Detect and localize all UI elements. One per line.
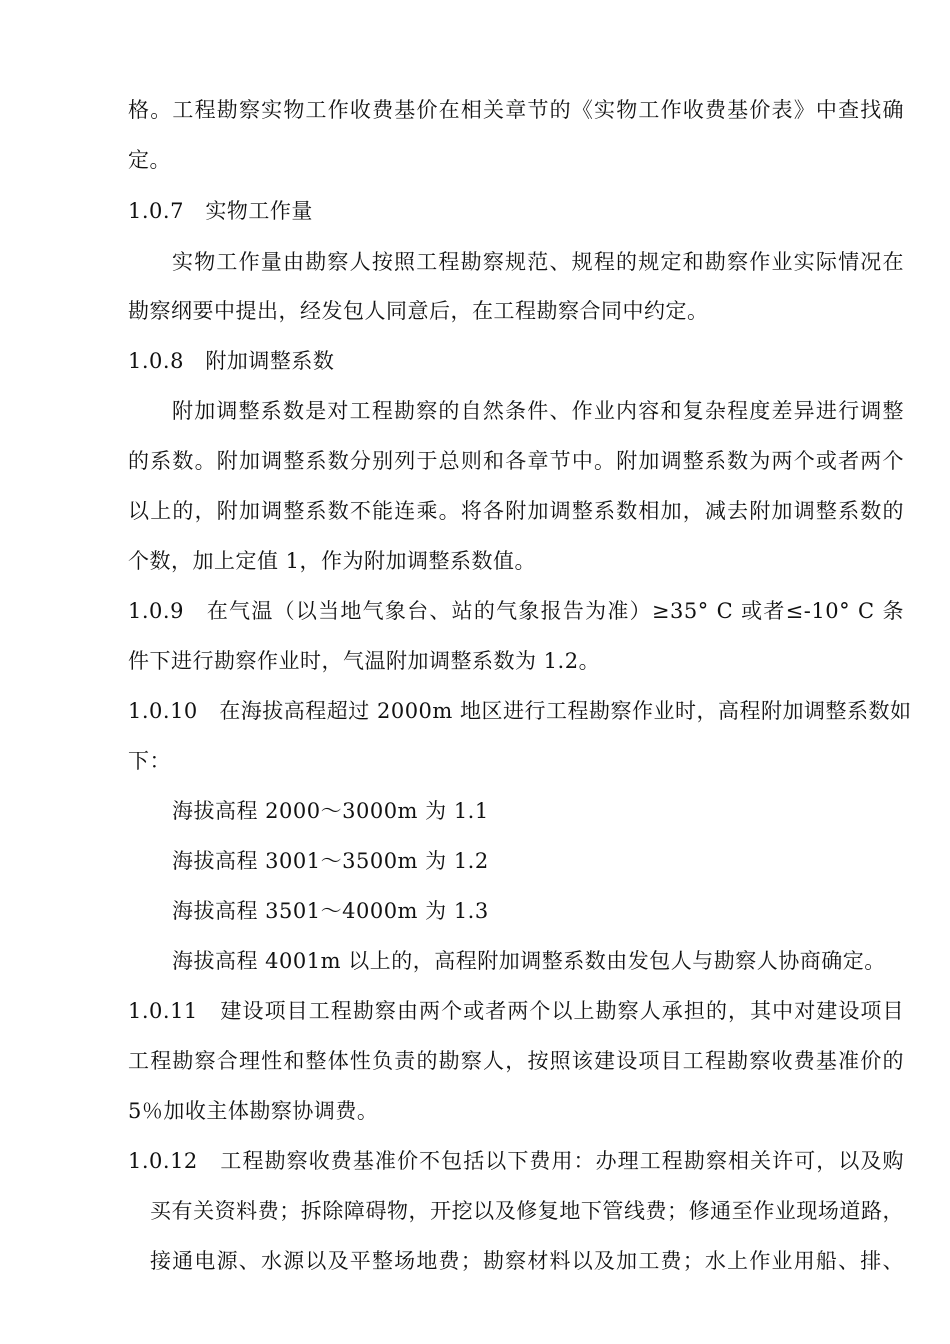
paragraph-line: 实物工作量由勘察人按照工程勘察规范、规程的规定和勘察作业实际情况在 xyxy=(172,250,904,274)
paragraph-line: 以上的，附加调整系数不能连乘。将各附加调整系数相加，减去附加调整系数的 xyxy=(128,499,904,523)
section-heading: 1.0.11 建设项目工程勘察由两个或者两个以上勘察人承担的，其中对建设项目 xyxy=(128,999,904,1023)
paragraph-line: 格。工程勘察实物工作收费基价在相关章节的《实物工作收费基价表》中查找确 xyxy=(128,98,904,122)
paragraph-line: 买有关资料费；拆除障碍物，开挖以及修复地下管线费；修通至作业现场道路， xyxy=(150,1199,904,1223)
section-heading: 1.0.7 实物工作量 xyxy=(128,199,313,223)
paragraph-line: 工程勘察合理性和整体性负责的勘察人，按照该建设项目工程勘察收费基准价的 xyxy=(128,1049,904,1073)
paragraph-line: 勘察纲要中提出，经发包人同意后，在工程勘察合同中约定。 xyxy=(128,299,709,323)
paragraph-line: 5％加收主体勘察协调费。 xyxy=(128,1099,379,1123)
list-item: 海拔高程 2000～3000m 为 1.1 xyxy=(172,799,489,823)
paragraph-line: 定。 xyxy=(128,148,171,172)
section-heading: 1.0.10 在海拔高程超过 2000m 地区进行工程勘察作业时，高程附加调整系数如 xyxy=(128,699,912,723)
section-heading: 1.0.12 工程勘察收费基准价不包括以下费用：办理工程勘察相关许可，以及购 xyxy=(128,1149,904,1173)
paragraph-line: 个数，加上定值 1，作为附加调整系数值。 xyxy=(128,549,537,573)
list-item: 海拔高程 4001m 以上的，高程附加调整系数由发包人与勘察人协商确定。 xyxy=(172,949,886,973)
section-heading: 1.0.9 在气温（以当地气象台、站的气象报告为准）≥35° C 或者≤-10° C 条 xyxy=(128,599,904,623)
list-item: 海拔高程 3001～3500m 为 1.2 xyxy=(172,849,489,873)
paragraph-line: 件下进行勘察作业时，气温附加调整系数为 1.2。 xyxy=(128,649,601,673)
paragraph-line: 下： xyxy=(128,749,171,773)
paragraph-line: 的系数。附加调整系数分别列于总则和各章节中。附加调整系数为两个或者两个 xyxy=(128,449,904,473)
paragraph-line: 接通电源、水源以及平整场地费；勘察材料以及加工费；水上作业用船、排、 xyxy=(150,1249,904,1273)
section-heading: 1.0.8 附加调整系数 xyxy=(128,349,335,373)
list-item: 海拔高程 3501～4000m 为 1.3 xyxy=(172,899,489,923)
paragraph-line: 附加调整系数是对工程勘察的自然条件、作业内容和复杂程度差异进行调整 xyxy=(172,399,904,423)
